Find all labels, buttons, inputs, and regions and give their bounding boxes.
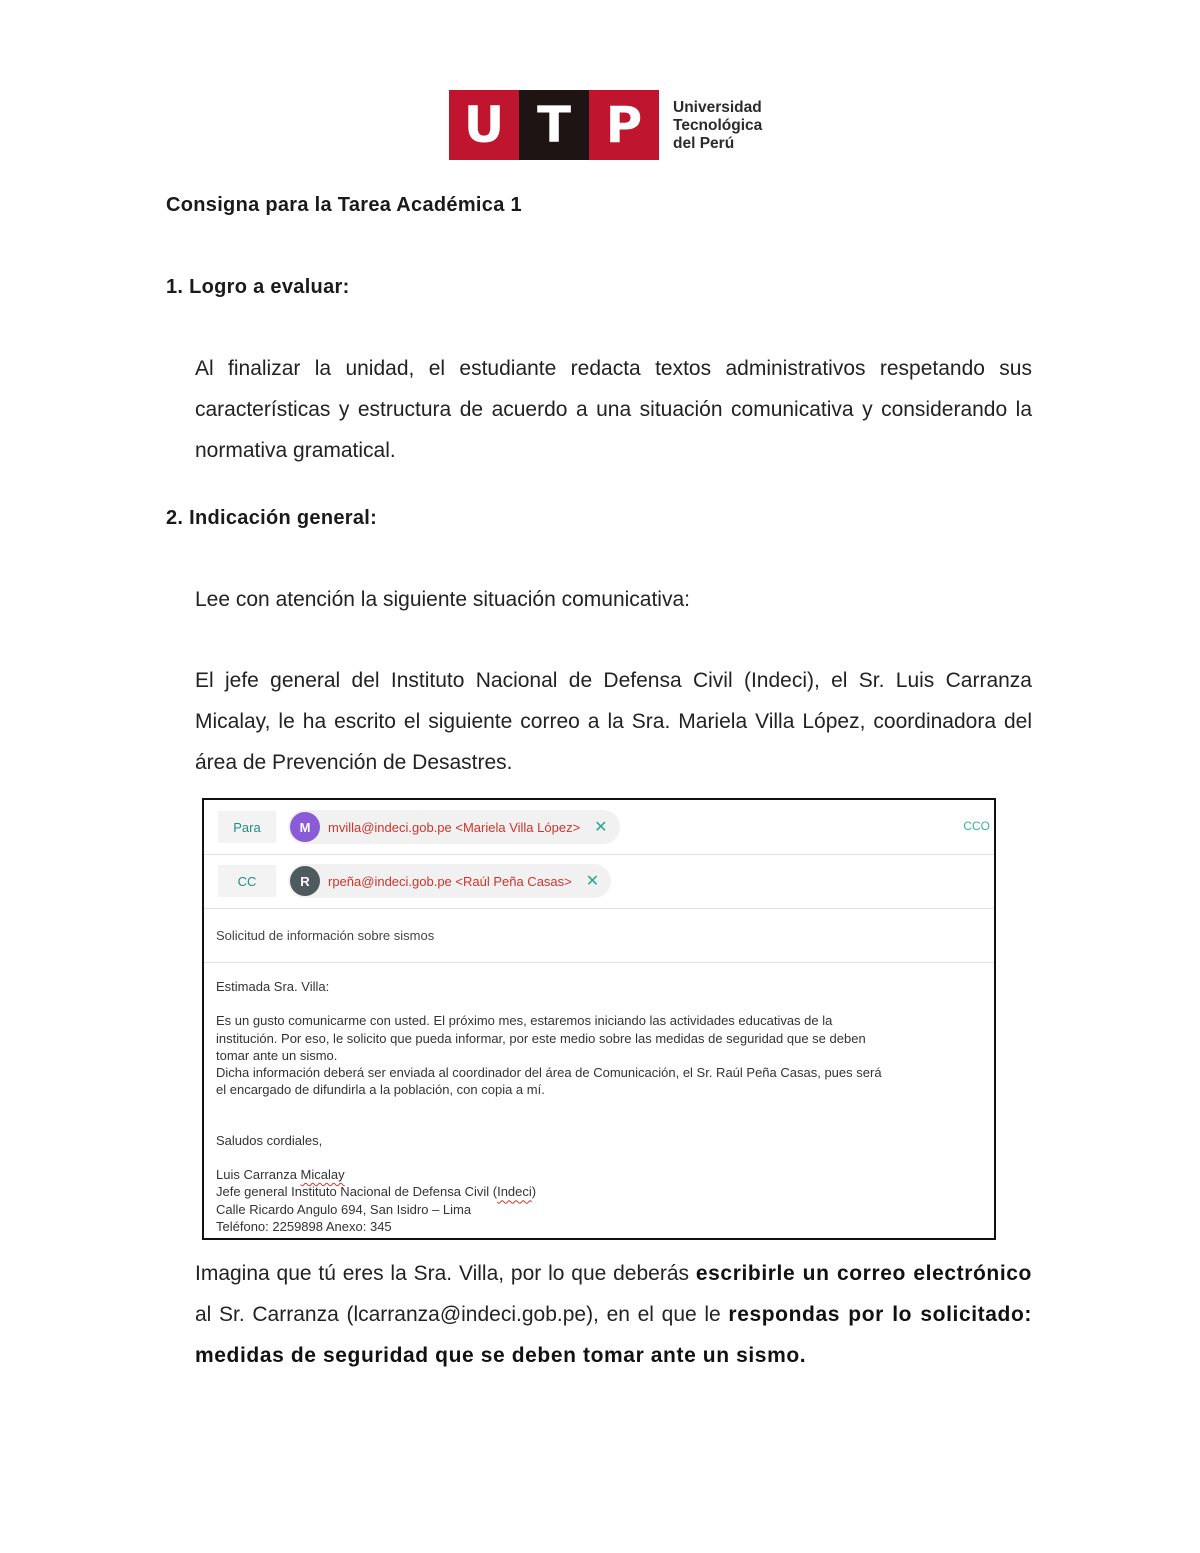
section-context: El jefe general del Instituto Nacional de Defensa Civil (Indeci), el Sr. Luis Carranza Micalay, le ha escrito el siguiente correo a la Sra. Mariela Villa López, coordinadora del área de Prevención de Desastres. <box>195 669 1032 774</box>
email-cc-row <box>204 854 994 909</box>
signature-surname: Micalay <box>300 1167 345 1183</box>
section-text-logro: Al finalizar la unidad, el estudiante redacta textos administrativos respetando sus características y estructura de acuerdo a una situación comunicativa y considerando la normativa gramatical. <box>195 357 1032 462</box>
to-label[interactable]: Para <box>218 811 276 843</box>
close-icon[interactable]: ✕ <box>594 819 608 836</box>
utp-logo <box>449 90 779 160</box>
email-body-line: el encargado de difundirla a la población, con copia a mí. <box>216 1082 545 1098</box>
email-body-line: Es un gusto comunicarme con usted. El próximo mes, estaremos iniciando las actividades educativas de la <box>216 1013 833 1029</box>
logo-university-name <box>673 99 762 153</box>
final-instruction <box>195 1254 1032 1376</box>
subject-row[interactable] <box>204 908 994 963</box>
logo-letter-u: U <box>449 90 519 160</box>
logo-name-line: del Perú <box>673 135 735 152</box>
signature-name <box>216 1166 986 1183</box>
email-screenshot <box>202 798 996 1240</box>
email-body-line: tomar ante un sismo. <box>216 1047 338 1063</box>
signature-address: Calle Ricardo Angulo 694, San Isidro – Lima <box>216 1201 472 1217</box>
email-closing: Saludos cordiales, <box>216 1132 323 1148</box>
section-intro: Lee con atención la siguiente situación comunicativa: <box>195 588 690 611</box>
email-body-line: institución. Por eso, le solicito que pueda informar, por este medio sobre las medidas de seguridad que se deben <box>216 1030 866 1046</box>
signature-org: Indeci <box>497 1184 532 1200</box>
final-text-1: Imagina que tú eres la Sra. Villa, por lo que deberás <box>195 1262 696 1285</box>
email-body[interactable] <box>216 978 986 1235</box>
signature-role <box>216 1183 986 1200</box>
signature-phone: Teléfono: 2259898 Anexo: 345 <box>216 1218 392 1234</box>
recipient-chip[interactable] <box>288 810 620 844</box>
cc-label[interactable]: CC <box>218 865 276 897</box>
email-to-row <box>204 800 994 855</box>
signature-name-prefix: Luis Carranza <box>216 1167 301 1183</box>
email-body-line: Dicha información deberá ser enviada al coordinador del área de Comunicación, el Sr. Raúl Peña Casas, pues será <box>216 1065 882 1081</box>
final-bold-2: respondas por lo solicitado: medidas de seguridad que se deben tomar ante un sismo. <box>195 1302 1032 1367</box>
avatar: M <box>290 812 320 842</box>
avatar: R <box>290 866 320 896</box>
close-icon[interactable]: ✕ <box>585 873 600 890</box>
logo-letter-t: T <box>519 90 589 160</box>
section-heading-indicacion: 2. Indicación general: <box>166 507 378 529</box>
cc-chip[interactable] <box>288 864 611 898</box>
logo-name-line: Tecnológica <box>673 117 763 134</box>
subject-field[interactable]: Solicitud de información sobre sismos <box>216 928 435 943</box>
page-title: Consigna para la Tarea Académica 1 <box>166 194 522 216</box>
section-heading-logro: 1. Logro a evaluar: <box>166 276 350 298</box>
signature-role-prefix: Jefe general Instituto Nacional de Defensa Civil ( <box>216 1184 498 1200</box>
logo-letter-p: P <box>589 90 659 160</box>
email-greeting: Estimada Sra. Villa: <box>216 979 330 994</box>
final-text-2: al Sr. Carranza (lcarranza@indeci.gob.pe), en el que le <box>195 1302 729 1326</box>
cco-link[interactable]: CCO <box>963 819 990 833</box>
logo-name-line: Universidad <box>673 99 762 116</box>
cc-address: rpeña@indeci.gob.pe <Raúl Peña Casas> <box>328 873 572 889</box>
recipient-address: mvilla@indeci.gob.pe <Mariela Villa López> <box>328 819 581 835</box>
signature-role-suffix: ) <box>531 1184 537 1200</box>
final-bold-1: escribirle un correo electrónico <box>695 1262 1032 1285</box>
